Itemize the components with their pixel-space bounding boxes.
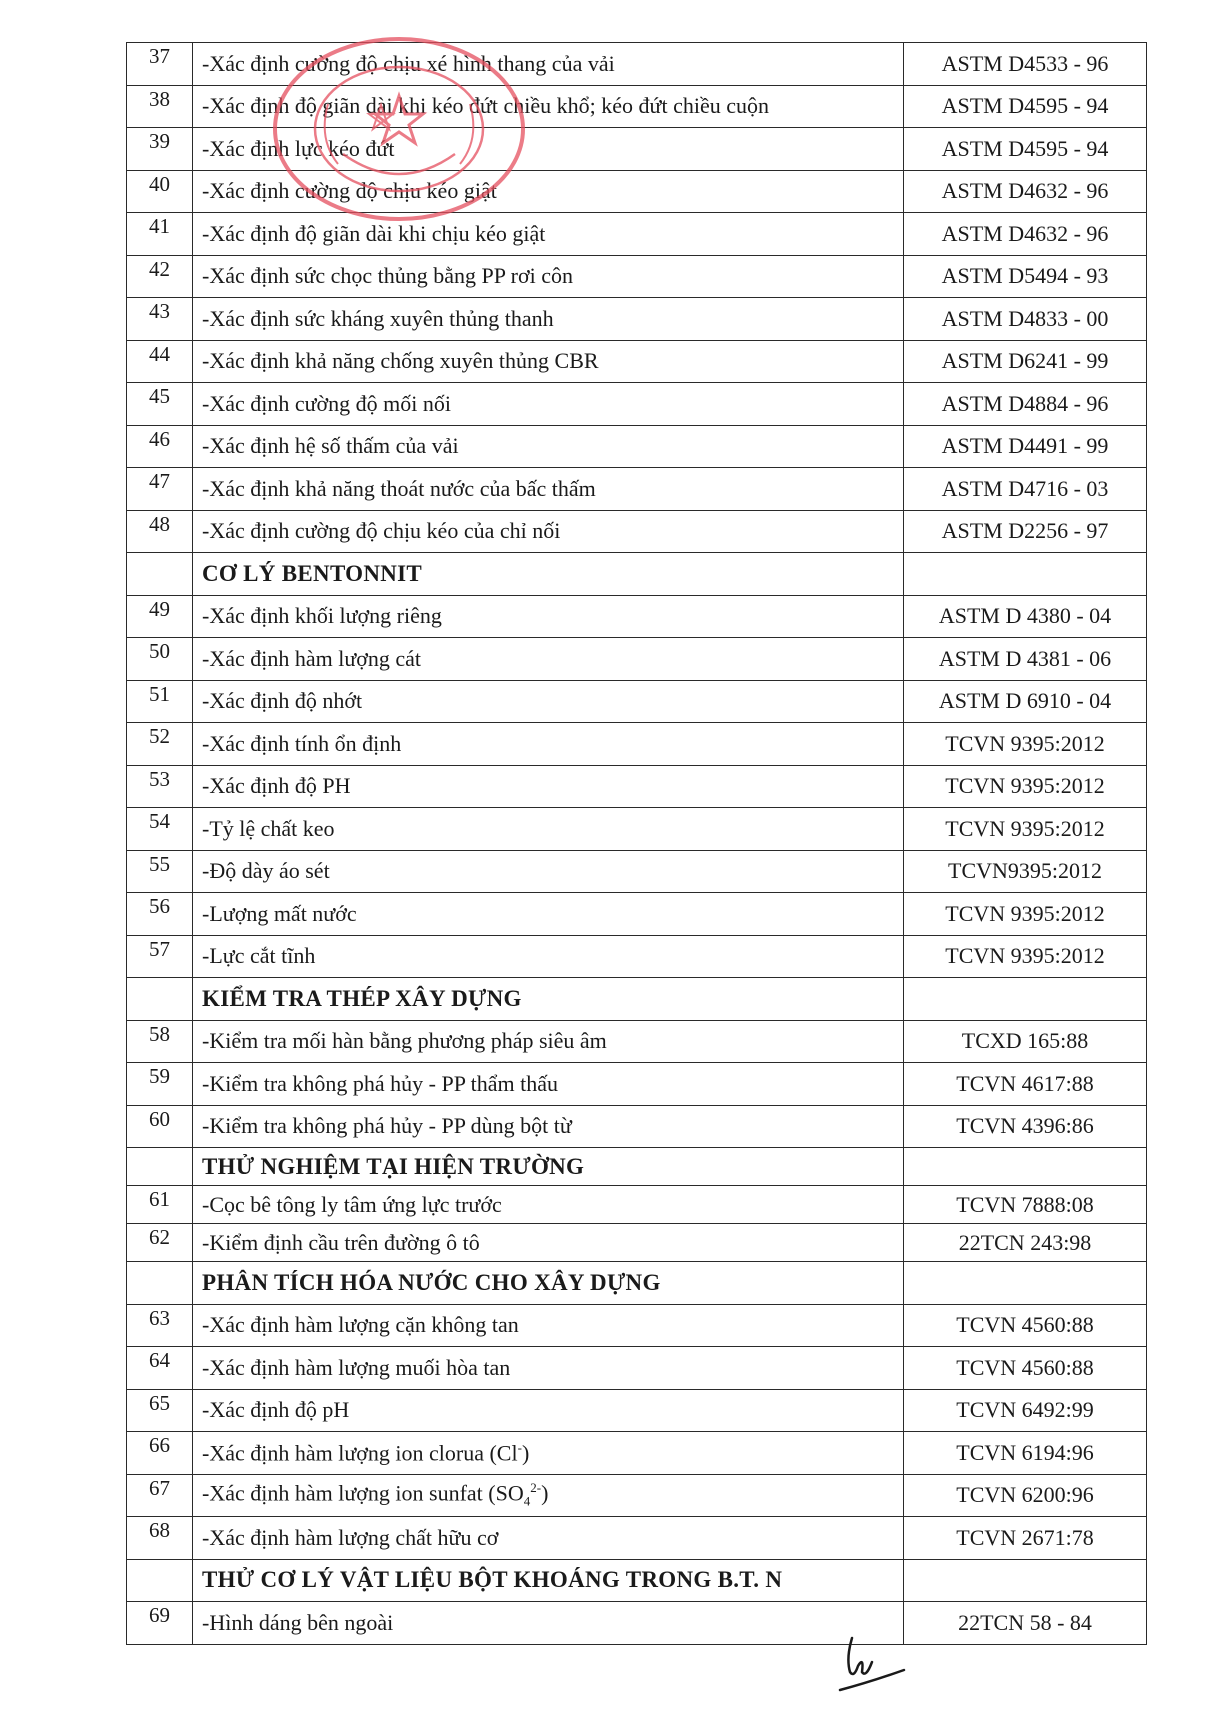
table-body [127,43,1147,1645]
row-number: 46 [127,425,193,468]
standard-code: TCVN 4560:88 [904,1304,1147,1347]
table-row [127,1224,1147,1262]
test-name-tail: ) [541,1480,549,1506]
row-number: 69 [127,1602,193,1645]
standard-code: TCVN 9395:2012 [904,765,1147,808]
test-name: -Xác định hàm lượng chất hữu cơ [193,1517,904,1560]
subscript: 4 [523,1494,531,1510]
standard-code: ASTM D4716 - 03 [904,468,1147,511]
test-name [193,1432,904,1475]
standard-code: ASTM D4632 - 96 [904,213,1147,256]
standard-code: ASTM D6241 - 99 [904,340,1147,383]
standard-code: TCVN9395:2012 [904,850,1147,893]
standard-code: TCVN 9395:2012 [904,935,1147,978]
standard-code: ASTM D 4381 - 06 [904,638,1147,681]
test-name: -Xác định khả năng thoát nước của bấc thấm [193,468,904,511]
row-number: 47 [127,468,193,511]
table-row [127,128,1147,171]
row-number: 44 [127,340,193,383]
row-number: 49 [127,595,193,638]
standard-code: TCVN 4560:88 [904,1347,1147,1390]
table-row [127,1389,1147,1432]
table-row [127,340,1147,383]
row-number: 39 [127,128,193,171]
row-number: 53 [127,765,193,808]
row-number: 57 [127,935,193,978]
table-row [127,468,1147,511]
test-name: -Xác định khả năng chống xuyên thủng CBR [193,340,904,383]
test-name: -Kiểm định cầu trên đường ô tô [193,1224,904,1262]
test-name: -Xác định hàm lượng cát [193,638,904,681]
standards-table [126,42,1147,1645]
test-name: -Xác định cường độ chịu kéo giật [193,170,904,213]
row-number: 51 [127,680,193,723]
test-name: -Tỷ lệ chất keo [193,808,904,851]
row-number: 68 [127,1517,193,1560]
section-header-row [127,1559,1147,1602]
table-row [127,1105,1147,1148]
test-name: -Xác định độ giãn dài khi kéo đứt chiều khổ; kéo đứt chiều cuộn [193,85,904,128]
table-row [127,595,1147,638]
standard-code: 22TCN 58 - 84 [904,1602,1147,1645]
test-name: -Xác định độ nhớt [193,680,904,723]
test-name: -Lượng mất nước [193,893,904,936]
section-title: THỬ CƠ LÝ VẬT LIỆU BỘT KHOÁNG TRONG B.T. N [193,1559,904,1602]
test-name: -Xác định độ giãn dài khi chịu kéo giật [193,213,904,256]
section-title: THỬ NGHIỆM TẠI HIỆN TRƯỜNG [193,1148,904,1186]
section-header-row [127,553,1147,596]
table-row [127,808,1147,851]
test-name: -Xác định độ PH [193,765,904,808]
table-row [127,383,1147,426]
section-title: PHÂN TÍCH HÓA NƯỚC CHO XÂY DỰNG [193,1262,904,1305]
table-row [127,1347,1147,1390]
test-name: -Xác định lực kéo đứt [193,128,904,171]
table-row [127,1602,1147,1645]
standard-code: ASTM D4595 - 94 [904,85,1147,128]
table-row [127,1020,1147,1063]
row-number: 62 [127,1224,193,1262]
row-number [127,1559,193,1602]
row-number: 59 [127,1063,193,1106]
standard-code [904,1262,1147,1305]
standard-code: TCXD 165:88 [904,1020,1147,1063]
standard-code: ASTM D 6910 - 04 [904,680,1147,723]
table-row [127,1474,1147,1517]
row-number: 52 [127,723,193,766]
standard-code: TCVN 4396:86 [904,1105,1147,1148]
table-row [127,255,1147,298]
standard-code: TCVN 9395:2012 [904,808,1147,851]
test-name: -Xác định sức chọc thủng bằng PP rơi côn [193,255,904,298]
standard-code: ASTM D4833 - 00 [904,298,1147,341]
test-name: -Xác định độ pH [193,1389,904,1432]
test-name-text: -Xác định hàm lượng ion clorua (Cl [202,1439,518,1465]
row-number: 54 [127,808,193,851]
test-name: -Xác định sức kháng xuyên thủng thanh [193,298,904,341]
row-number: 61 [127,1186,193,1224]
standard-code: ASTM D2256 - 97 [904,510,1147,553]
test-name: -Xác định tính ổn định [193,723,904,766]
row-number: 56 [127,893,193,936]
row-number: 55 [127,850,193,893]
standard-code: ASTM D4632 - 96 [904,170,1147,213]
test-name: -Xác định khối lượng riêng [193,595,904,638]
section-header-row [127,1262,1147,1305]
table-row [127,425,1147,468]
row-number: 64 [127,1347,193,1390]
row-number: 60 [127,1105,193,1148]
standard-code: ASTM D4533 - 96 [904,43,1147,86]
test-name-tail: ) [521,1439,530,1465]
row-number: 65 [127,1389,193,1432]
test-name [193,1474,904,1517]
test-name-text: -Xác định hàm lượng ion sunfat (SO [202,1480,524,1506]
standard-code: TCVN 2671:78 [904,1517,1147,1560]
test-name: -Lực cắt tĩnh [193,935,904,978]
standard-code [904,553,1147,596]
test-name: -Xác định hàm lượng cặn không tan [193,1304,904,1347]
table-row [127,893,1147,936]
table-row [127,1063,1147,1106]
table-row [127,1186,1147,1224]
table-row [127,1432,1147,1475]
test-name: -Kiểm tra không phá hủy - PP dùng bột từ [193,1105,904,1148]
table-row [127,510,1147,553]
section-header-row [127,978,1147,1021]
section-title: CƠ LÝ BENTONNIT [193,553,904,596]
standard-code: TCVN 7888:08 [904,1186,1147,1224]
table-row [127,298,1147,341]
row-number: 66 [127,1432,193,1475]
test-name: -Kiểm tra không phá hủy - PP thẩm thấu [193,1063,904,1106]
test-name: -Độ dày áo sét [193,850,904,893]
row-number: 67 [127,1474,193,1517]
table-row [127,765,1147,808]
test-name: -Cọc bê tông ly tâm ứng lực trước [193,1186,904,1224]
table-row [127,638,1147,681]
table-row [127,170,1147,213]
test-name: -Xác định hàm lượng muối hòa tan [193,1347,904,1390]
table-row [127,1304,1147,1347]
row-number: 37 [127,43,193,86]
standard-code: TCVN 6200:96 [904,1474,1147,1517]
row-number: 48 [127,510,193,553]
row-number: 45 [127,383,193,426]
superscript: - [517,1439,522,1455]
test-name: -Xác định cường độ chịu xé hình thang của vải [193,43,904,86]
table-row [127,935,1147,978]
test-name: -Xác định cường độ mối nối [193,383,904,426]
standard-code [904,1148,1147,1186]
standard-code: ASTM D4491 - 99 [904,425,1147,468]
standard-code: ASTM D5494 - 93 [904,255,1147,298]
row-number: 43 [127,298,193,341]
table-row [127,850,1147,893]
row-number [127,978,193,1021]
standard-code: ASTM D4884 - 96 [904,383,1147,426]
row-number: 50 [127,638,193,681]
table-row [127,85,1147,128]
table-row [127,1517,1147,1560]
superscript: 2- [530,1480,542,1496]
standard-code: TCVN 9395:2012 [904,893,1147,936]
table-row [127,213,1147,256]
section-header-row [127,1148,1147,1186]
table-row [127,680,1147,723]
test-name: -Hình dáng bên ngoài [193,1602,904,1645]
row-number: 38 [127,85,193,128]
standard-code: TCVN 6492:99 [904,1389,1147,1432]
row-number [127,553,193,596]
standard-code: TCVN 9395:2012 [904,723,1147,766]
row-number: 42 [127,255,193,298]
row-number [127,1262,193,1305]
test-name: -Xác định hệ số thấm của vải [193,425,904,468]
standard-code: ASTM D 4380 - 04 [904,595,1147,638]
standard-code: TCVN 4617:88 [904,1063,1147,1106]
row-number: 40 [127,170,193,213]
section-title: KIỂM TRA THÉP XÂY DỰNG [193,978,904,1021]
standard-code: ASTM D4595 - 94 [904,128,1147,171]
row-number: 63 [127,1304,193,1347]
test-name: -Xác định cường độ chịu kéo của chỉ nối [193,510,904,553]
standard-code: TCVN 6194:96 [904,1432,1147,1475]
table-row [127,723,1147,766]
row-number: 58 [127,1020,193,1063]
table-row [127,43,1147,86]
standard-code [904,978,1147,1021]
row-number: 41 [127,213,193,256]
row-number [127,1148,193,1186]
standard-code [904,1559,1147,1602]
standard-code: 22TCN 243:98 [904,1224,1147,1262]
test-name: -Kiểm tra mối hàn bằng phương pháp siêu âm [193,1020,904,1063]
